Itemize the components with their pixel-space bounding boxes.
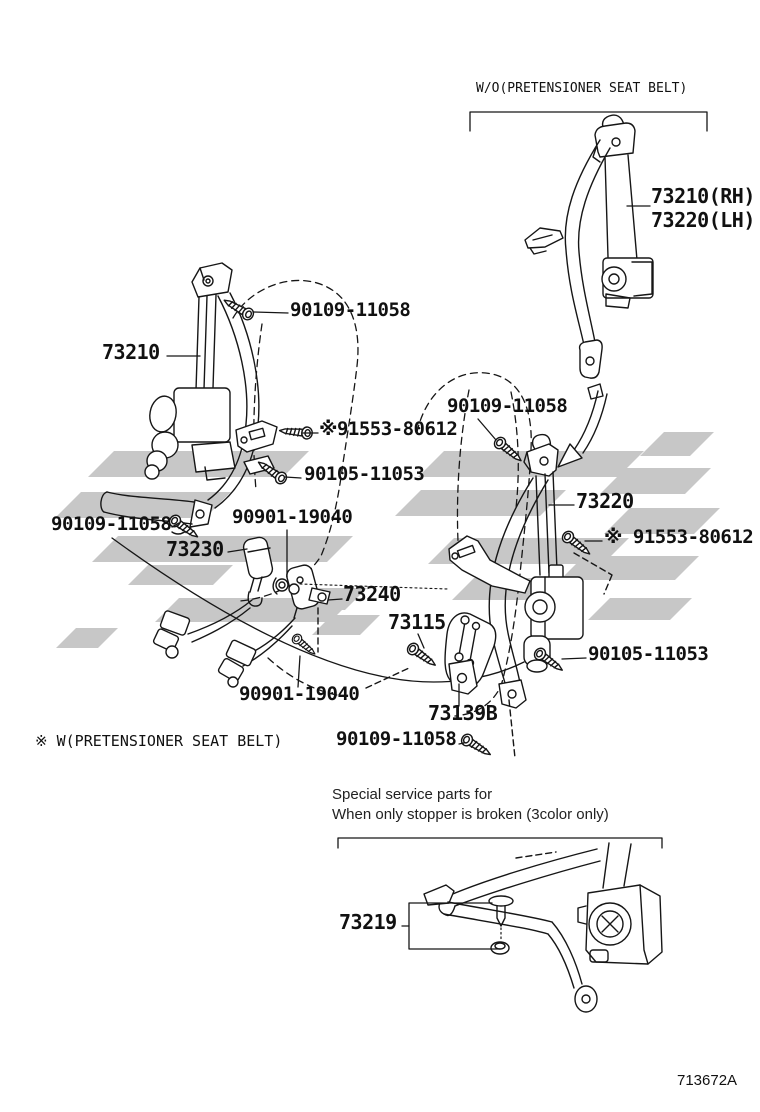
part-callout-90901-19040-a: 90901-19040 — [232, 506, 353, 528]
note-wo-pretensioner: W/O(PRETENSIONER SEAT BELT) — [476, 81, 688, 96]
anchor-73139b — [445, 613, 496, 694]
push-pin-icon — [489, 896, 513, 940]
bolt-icon — [405, 641, 439, 670]
part-callout-90109-11058-c: 90109-11058 — [51, 513, 172, 535]
part-callout-73219: 73219 — [339, 910, 397, 934]
part-callout-73115: 73115 — [388, 610, 446, 634]
part-callout-91553-80612-b: ※ 91553-80612 — [604, 526, 754, 548]
part-callout-90109-11058-d: 90109-11058 — [336, 728, 457, 750]
part-callout-91553-80612-a: ※91553-80612 — [319, 418, 458, 440]
bolt-icon — [221, 295, 255, 322]
part-callout-73220-lh: 73220(LH) — [651, 208, 755, 232]
note-with-pretensioner: ※ W(PRETENSIONER SEAT BELT) — [35, 732, 283, 750]
bolt-icon — [279, 425, 313, 440]
part-callout-73240: 73240 — [343, 582, 401, 606]
note-special-service-2: When only stopper is broken (3color only) — [332, 806, 609, 823]
part-callout-73139b: 73139B — [428, 701, 498, 725]
part-callout-90109-11058-a: 90109-11058 — [290, 299, 411, 321]
nut-icon — [290, 632, 318, 658]
part-callout-73210: 73210 — [102, 340, 160, 364]
belt-assembly-wo-pretensioner — [525, 115, 653, 399]
note-special-service-1: Special service parts for — [332, 786, 493, 803]
part-callout-73210-rh: 73210(RH) — [651, 184, 755, 208]
part-callout-90105-11053-a: 90105-11053 — [304, 463, 425, 485]
part-callout-90109-11058-b: 90109-11058 — [447, 395, 568, 417]
part-callout-73230: 73230 — [166, 537, 224, 561]
part-callout-90901-19040-b: 90901-19040 — [239, 683, 360, 705]
figure-code: 713672A — [677, 1072, 738, 1089]
screw-icon — [459, 732, 493, 760]
special-service-drawing — [424, 843, 662, 1012]
part-callout-73220: 73220 — [576, 489, 634, 513]
grommet-icon — [491, 942, 509, 954]
part-callout-90105-11053-b: 90105-11053 — [588, 643, 709, 665]
retractor-mechanism — [578, 843, 662, 964]
